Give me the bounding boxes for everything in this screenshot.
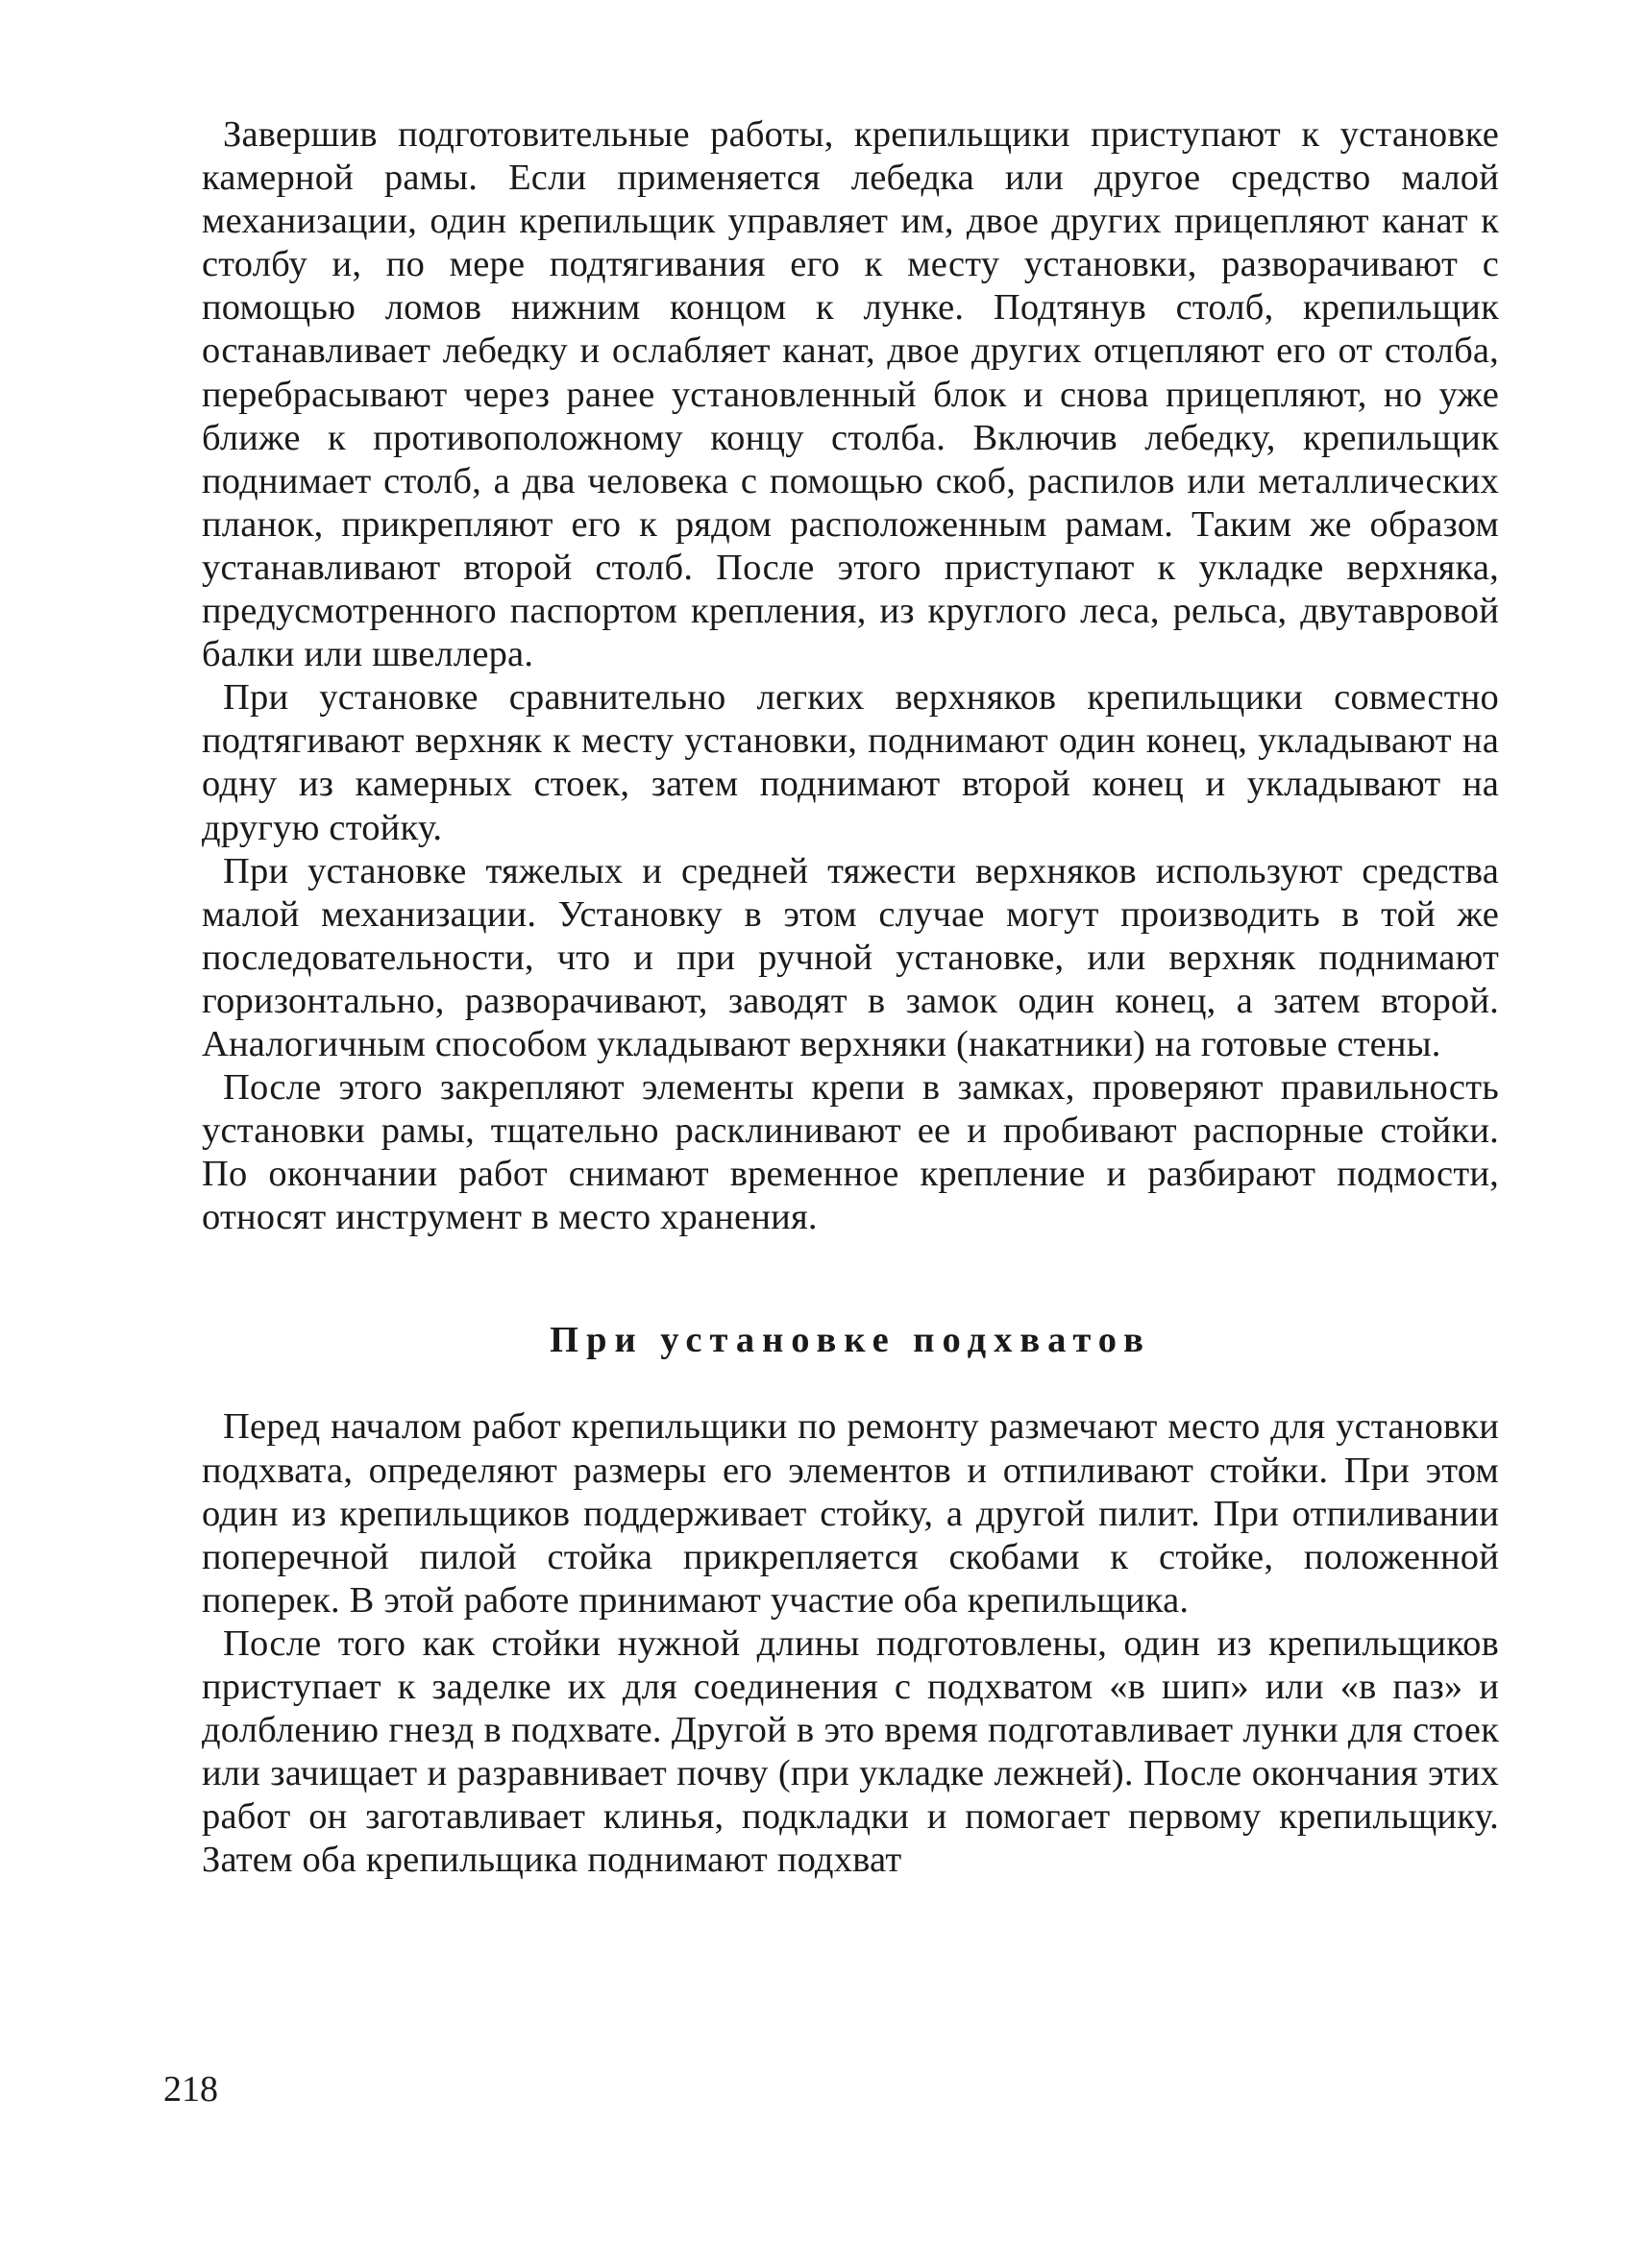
paragraph-3: При установке тяжелых и средней тяжести верхняков используют средства малой механизации. Установку в этом случае могут производить в той же последовательности, что и при ручной установке, или верхняк поднимают горизонтально, разворачивают, заводят в замок один конец, а затем второй. Аналогичным способом укладывают верхняки (накатники) на готовые стены. xyxy=(202,850,1499,1064)
section-title: При установке подхватов xyxy=(550,1320,1151,1361)
page-number: 218 xyxy=(163,2069,218,2109)
paragraph-1: Завершив подготовительные работы, крепильщики приступают к установке камерной рамы. Если применяется лебедка или другое средство малой механизации, один крепильщик управляет им, двое других прицепляют канат к столбу и, по мере подтягивания его к месту установки, разворачивают с помощью ломов нижним концом к лунке. Подтянув столб, крепильщик останавливает лебедку и ослабляет канат, двое других отцепляют его от столба, перебрасывают через ранее установленный блок и снова прицепляют, но уже ближе к противоположному концу столба. Включив лебедку, крепильщик поднимает столб, а два человека с помощью скоб, распилов или металлических планок, прикрепляют его к рядом расположенным рамам. Таким же образом устанавливают второй столб. После этого приступают к укладке верхняка, предусмотренного паспортом крепления, из круглого леса, рельса, двутавровой балки или швеллера. xyxy=(202,114,1499,675)
paragraph-6: После того как стойки нужной длины подготовлены, один из крепильщиков приступает к заделке их для соединения с подхватом «в шип» или «в паз» и долблению гнезд в подхвате. Другой в это время подготавливает лунки для стоек или зачищает и разравнивает почву (при укладке лежней). После окончания этих работ он заготавливает клинья, подкладки и помогает первому крепильщику. Затем оба крепильщика поднимают подхват xyxy=(202,1622,1499,1881)
paragraph-2: При установке сравнительно легких верхняков крепильщики совместно подтягивают верхняк к месту установки, поднимают один конец, укладывают на одну из камерных стоек, затем поднимают второй конец и укладывают на другую стойку. xyxy=(202,677,1499,848)
paragraph-5: Перед началом работ крепильщики по ремонту размечают место для установки подхвата, определяют размеры его элементов и отпиливают стойки. При этом один из крепильщиков поддерживает стойку, а другой пилит. При отпиливании поперечной пилой стойка прикрепляется скобами к стойке, положенной поперек. В этой работе принимают участие оба крепильщика. xyxy=(202,1406,1499,1621)
paragraph-4: После этого закрепляют элементы крепи в замках, проверяют правильность установки рамы, тщательно расклинивают ее и пробивают распорные стойки. По окончании работ снимают временное крепление и разбирают подмости, относят инструмент в место хранения. xyxy=(202,1067,1499,1238)
page-body xyxy=(202,113,1499,1882)
